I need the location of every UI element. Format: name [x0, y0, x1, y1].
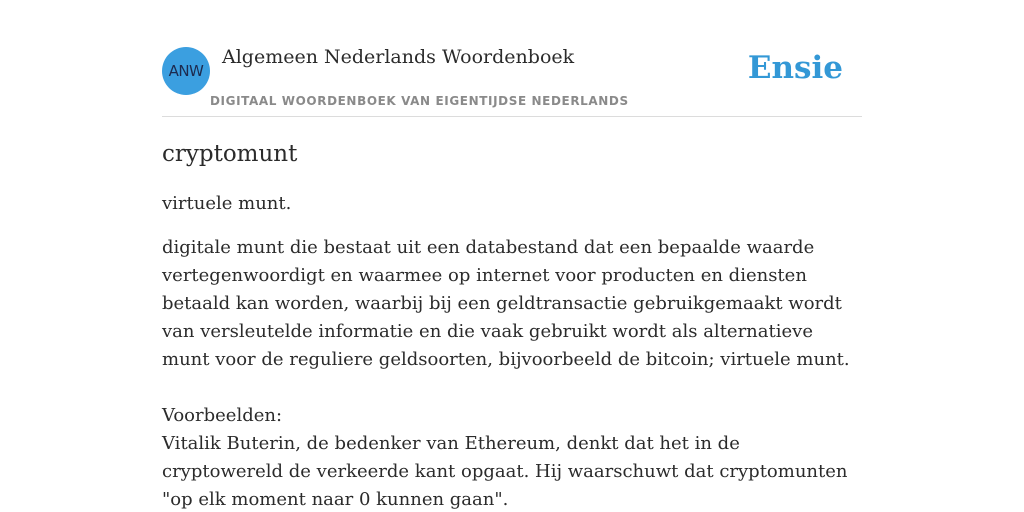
entry-content — [162, 138, 862, 512]
example-text: Vitalik Buterin, de bedenker van Ethereum, denkt dat het in de cryptowereld de verkeerde kant opgaat. Hij waarschuwt dat cryptomunten "op elk moment naar 0 kunnen gaan". — [162, 433, 848, 510]
site-title[interactable]: Algemeen Nederlands Woordenboek — [222, 46, 575, 68]
ensie-brand-link[interactable]: Ensie — [747, 50, 843, 86]
anw-logo[interactable] — [162, 47, 210, 95]
site-header — [162, 0, 862, 117]
short-definition: virtuele munt. — [162, 193, 292, 214]
site-subtitle: DIGITAAL WOORDENBOEK VAN EIGENTIJDSE NEDERLANDS — [210, 94, 629, 108]
examples-label: Voorbeelden: — [162, 405, 283, 426]
full-definition: digitale munt die bestaat uit een databestand dat een bepaalde waarde vertegenwoordigt en waarmee op internet voor producten en diensten betaald kan worden, waarbij bij een geldtransactie gebruikgemaakt wordt van versleutelde informatie en die vaak gebruikt wordt als alternatieve munt voor de reguliere geldsoorten, bijvoorbeeld de bitcoin; virtuele munt. — [162, 237, 850, 370]
entry-term: cryptomunt — [162, 141, 298, 167]
anw-logo-text: ANW — [168, 62, 204, 80]
